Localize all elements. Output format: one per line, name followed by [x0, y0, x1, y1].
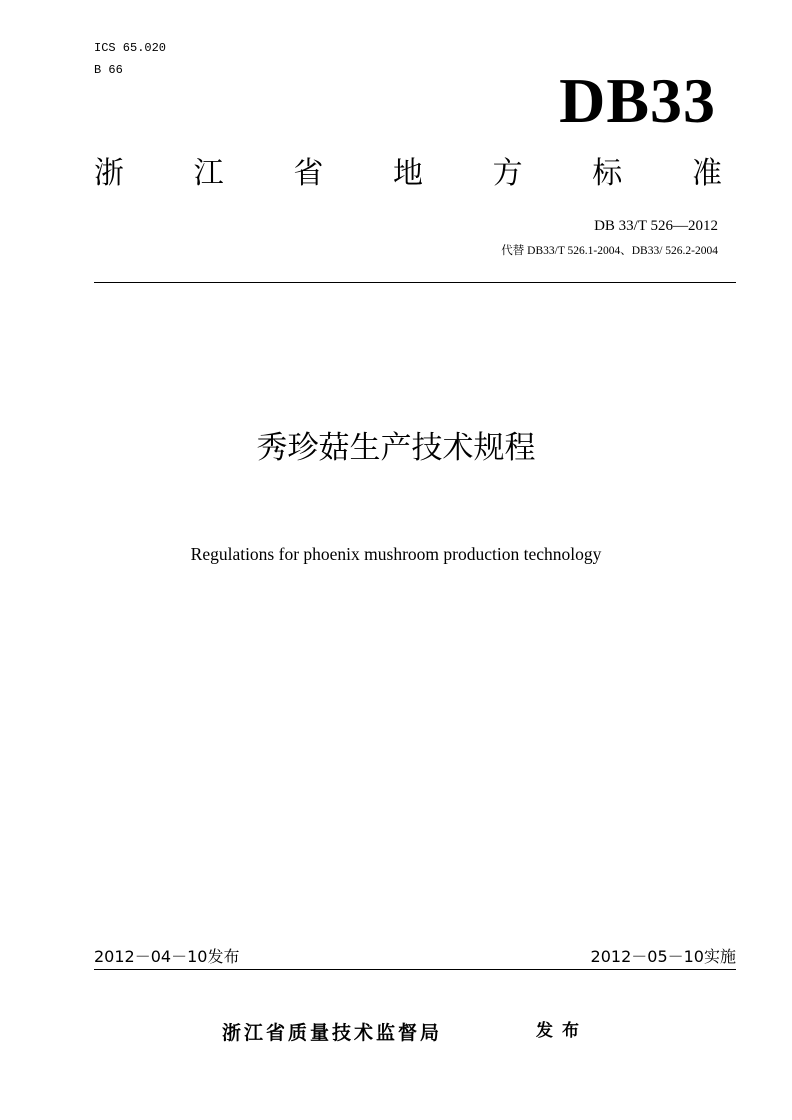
- standard-type-char: 方: [492, 156, 523, 191]
- standard-type-char: 地: [392, 156, 423, 191]
- standard-type: [94, 154, 722, 194]
- ccs-code: B 66: [94, 63, 123, 77]
- footer-divider: [94, 969, 736, 970]
- db-logo: DB33: [559, 65, 716, 136]
- header-divider: [94, 282, 736, 283]
- title-english: Regulations for phoenix mushroom production technology: [190, 544, 602, 564]
- title-chinese: 秀珍菇生产技术规程: [256, 430, 536, 466]
- standard-type-char: 省: [293, 156, 324, 191]
- implement-date: 2012－05－10实施: [590, 947, 736, 966]
- issue-word: 发布: [536, 1021, 588, 1041]
- standard-number: DB 33/T 526—2012: [594, 218, 718, 234]
- ics-code: ICS 65.020: [94, 41, 167, 55]
- issue-date: 2012－04－10发布: [94, 947, 240, 966]
- standard-type-char: 浙: [94, 156, 124, 191]
- standard-type-char: 准: [691, 156, 722, 191]
- replaces-note: 代替 DB33/T 526.1-2004、DB33/ 526.2-2004: [501, 245, 718, 257]
- standard-type-char: 江: [193, 156, 224, 191]
- standard-type-char: 标: [592, 156, 623, 191]
- issuer: 浙江省质量技术监督局: [222, 1022, 443, 1044]
